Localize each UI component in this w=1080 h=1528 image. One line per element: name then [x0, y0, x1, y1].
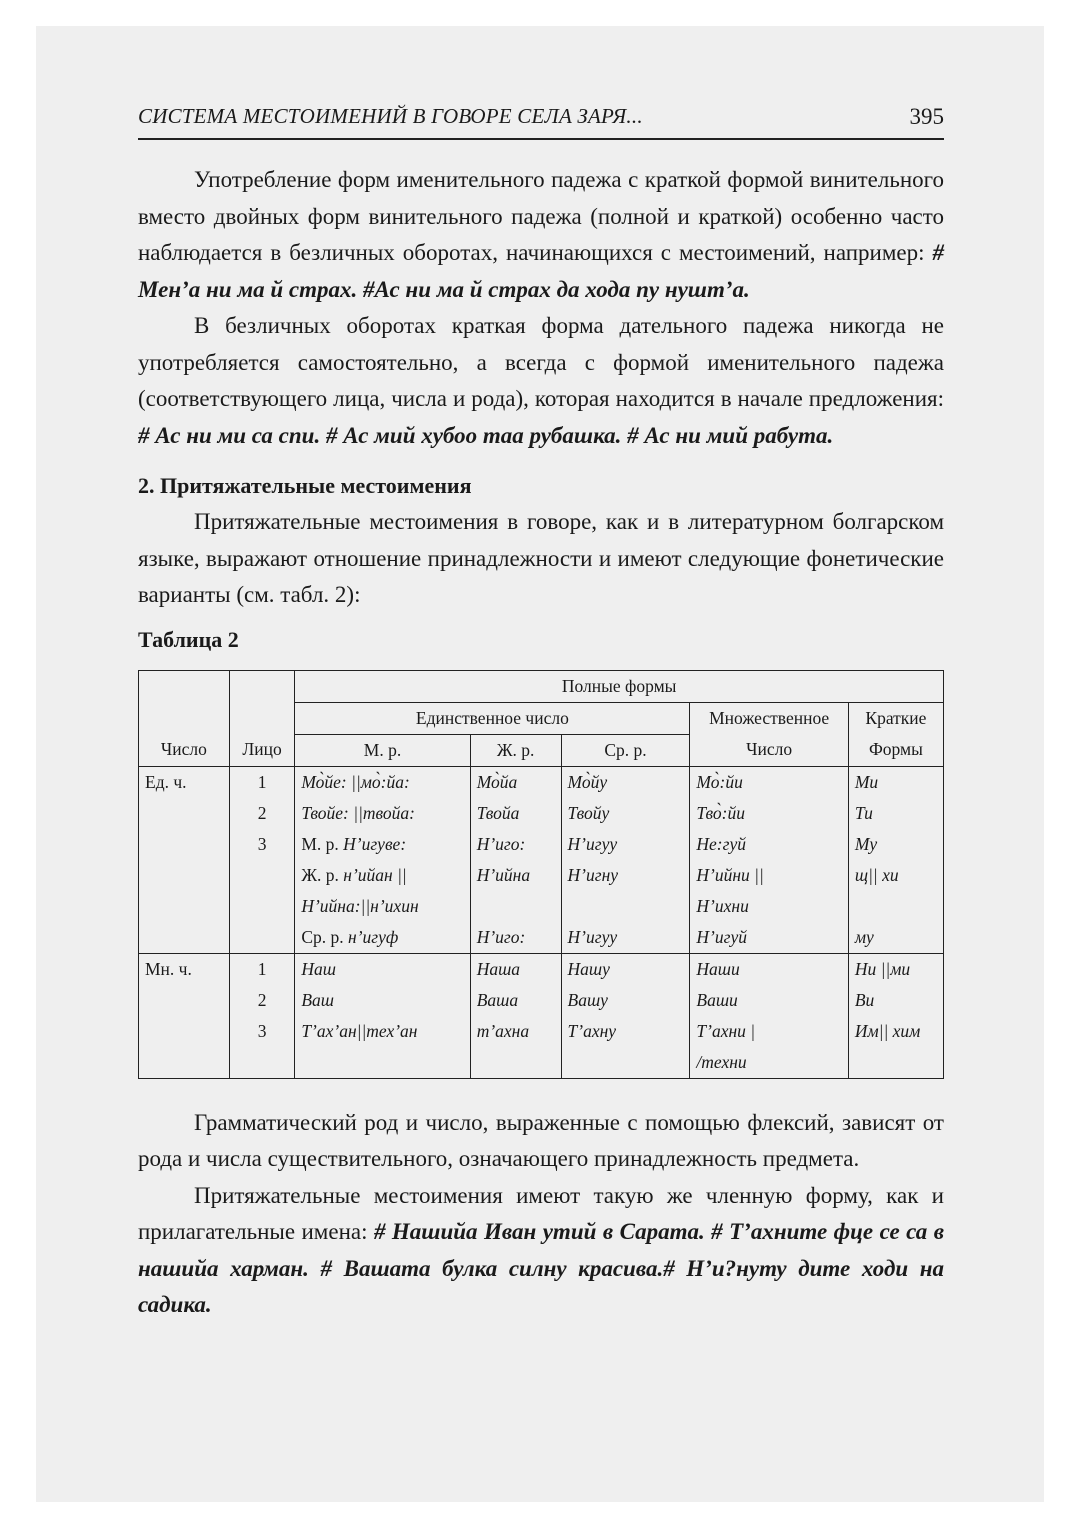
table-cell: Твойа	[470, 798, 561, 829]
example-text: # Мен’а ни ма й страх. #Ас ни ма й страх да хода пу нушт’а.	[138, 240, 944, 302]
paragraph: Грамматический род и число, выраженные с помощью флексий, зависят от рода и числа существительного, означающего принадлежность предмета.	[138, 1109, 944, 1171]
form-text: Н’игуве:	[343, 833, 407, 854]
table-cell: Ви	[848, 985, 943, 1016]
table-cell: Не:гуй	[690, 829, 848, 860]
table-row	[139, 1016, 944, 1047]
table-row	[139, 798, 944, 829]
section-heading: 2. Притяжательные местоимения	[138, 473, 472, 498]
page-number: 395	[909, 104, 944, 129]
table-cell: щ|| хи	[848, 860, 943, 891]
table-cell: 2	[229, 798, 294, 829]
table-cell: Н’игуу	[561, 922, 690, 954]
table-cell: Мо̀йу	[561, 766, 690, 798]
paragraph	[138, 1178, 944, 1324]
table-cell: Му	[848, 829, 943, 860]
paragraph: Притяжательные местоимения в говоре, как и в литературном болгарском языке, выражают отношение принадлежности и имеют следующие фонетические варианты (см. табл. 2):	[138, 509, 944, 607]
table-row	[139, 891, 944, 922]
table-cell: Твойу	[561, 798, 690, 829]
table-cell: 1	[229, 766, 294, 798]
gender-prefix: Ср. р.	[301, 926, 344, 947]
header-short-top: Краткие	[848, 702, 943, 734]
table-cell: Н’ийна	[470, 860, 561, 891]
table-row	[139, 1047, 944, 1079]
table-cell: Н’ийна:||н’ихин	[295, 891, 470, 922]
body-text	[138, 1105, 944, 1324]
header-plural-top: Множественное	[690, 702, 848, 734]
table-cell	[295, 922, 470, 954]
table-cell: Н’ихни	[690, 891, 848, 922]
table-cell: Н’иго:	[470, 829, 561, 860]
table-cell: 2	[229, 985, 294, 1016]
table-cell: Им|| хим	[848, 1016, 943, 1047]
form-text: н’игуф	[348, 926, 399, 947]
running-header	[138, 98, 944, 140]
example-text: # Нашийа Иван утий в Сарата. # Т’ахните фце се са в нашийа харман. # Вашата булка силну красива.# Н’и?нуту дите ходи на садика.	[138, 1219, 944, 1317]
gender-prefix: М. р.	[301, 833, 339, 854]
table-cell: Мо̀йа	[470, 766, 561, 798]
table-cell: т’ахна	[470, 1016, 561, 1047]
table-cell: Мо̀йе: ||мо̀:йа:	[295, 766, 470, 798]
number-label: Ед. ч.	[139, 766, 230, 798]
table-cell: му	[848, 922, 943, 954]
table-cell: Ти	[848, 798, 943, 829]
table-cell: Т’ахни |	[690, 1016, 848, 1047]
header-full-forms: Полные формы	[295, 670, 944, 702]
table-cell: Н’иго:	[470, 922, 561, 954]
table-cell: Мо̀:йи	[690, 766, 848, 798]
table-cell: Ни ||ми	[848, 953, 943, 985]
body-text	[138, 162, 944, 658]
table-cell: Вашу	[561, 985, 690, 1016]
gender-prefix: Ж. р.	[301, 864, 339, 885]
header-person: Лицо	[229, 734, 294, 766]
table-cell: /техни	[690, 1047, 848, 1079]
table-cell: Наша	[470, 953, 561, 985]
table-row	[139, 922, 944, 954]
paragraph-text: В безличных оборотах краткая форма дательного падежа никогда не употребляется самостоятельно, а всегда с формой именительного падежа (соответствующего лица, числа и рода), которая находится в начале предложения:	[138, 313, 944, 411]
table-cell: Наш	[295, 953, 470, 985]
table-row	[139, 860, 944, 891]
table-cell: Ваша	[470, 985, 561, 1016]
table-cell: Наши	[690, 953, 848, 985]
table-header-row	[139, 702, 944, 734]
table-row	[139, 766, 944, 798]
table-cell: 3	[229, 1016, 294, 1047]
table-cell: Нашу	[561, 953, 690, 985]
table-header-row	[139, 670, 944, 702]
table-cell: Н’ийни ||	[690, 860, 848, 891]
header-short-bottom: Формы	[848, 734, 943, 766]
table-cell	[295, 860, 470, 891]
form-text: н’ийан ||	[343, 864, 407, 885]
header-feminine: Ж. р.	[470, 734, 561, 766]
pronoun-table	[138, 670, 944, 1079]
paragraph	[138, 308, 944, 454]
header-neuter: Ср. р.	[561, 734, 690, 766]
table-cell: Ваш	[295, 985, 470, 1016]
paragraph-text: Употребление форм именительного падежа с краткой формой винительного вместо двойных форм винительного падежа (полной и краткой) особенно часто наблюдается в безличных оборотах, начинающихся с местоимений, например:	[138, 167, 944, 265]
table-cell: Ми	[848, 766, 943, 798]
header-masculine: М. р.	[295, 734, 470, 766]
paragraph	[138, 162, 944, 308]
table-row	[139, 985, 944, 1016]
header-number: Число	[139, 734, 230, 766]
table-cell	[295, 829, 470, 860]
header-singular: Единственное число	[295, 702, 690, 734]
table-cell: Твойе: ||твойа:	[295, 798, 470, 829]
table-row	[139, 829, 944, 860]
document-page	[138, 98, 944, 1324]
number-label: Мн. ч.	[139, 953, 230, 985]
table-cell: Н’игну	[561, 860, 690, 891]
table-cell: Н’игуу	[561, 829, 690, 860]
table-row	[139, 953, 944, 985]
table-cell: 3	[229, 829, 294, 860]
table-cell: Н’игуй	[690, 922, 848, 954]
table-cell: Тво̀:йи	[690, 798, 848, 829]
header-plural-bottom: Число	[690, 734, 848, 766]
table-header-row	[139, 734, 944, 766]
table-caption: Таблица 2	[138, 626, 239, 652]
example-text: # Ас ни ми са спи. # Ас мий хубоо таа рубашка. # Ас ни мий рабута.	[138, 422, 834, 448]
paragraph-text: Притяжательные местоимения имеют такую же членную форму, как и прилагательные имена:	[138, 1182, 944, 1244]
table-cell: Т’ах’ан||тех’ан	[295, 1016, 470, 1047]
table-cell: Ваши	[690, 985, 848, 1016]
running-title: СИСТЕМА МЕСТОИМЕНИЙ В ГОВОРЕ СЕЛА ЗАРЯ...	[138, 104, 643, 128]
table-cell: 1	[229, 953, 294, 985]
table-cell: Т’ахну	[561, 1016, 690, 1047]
